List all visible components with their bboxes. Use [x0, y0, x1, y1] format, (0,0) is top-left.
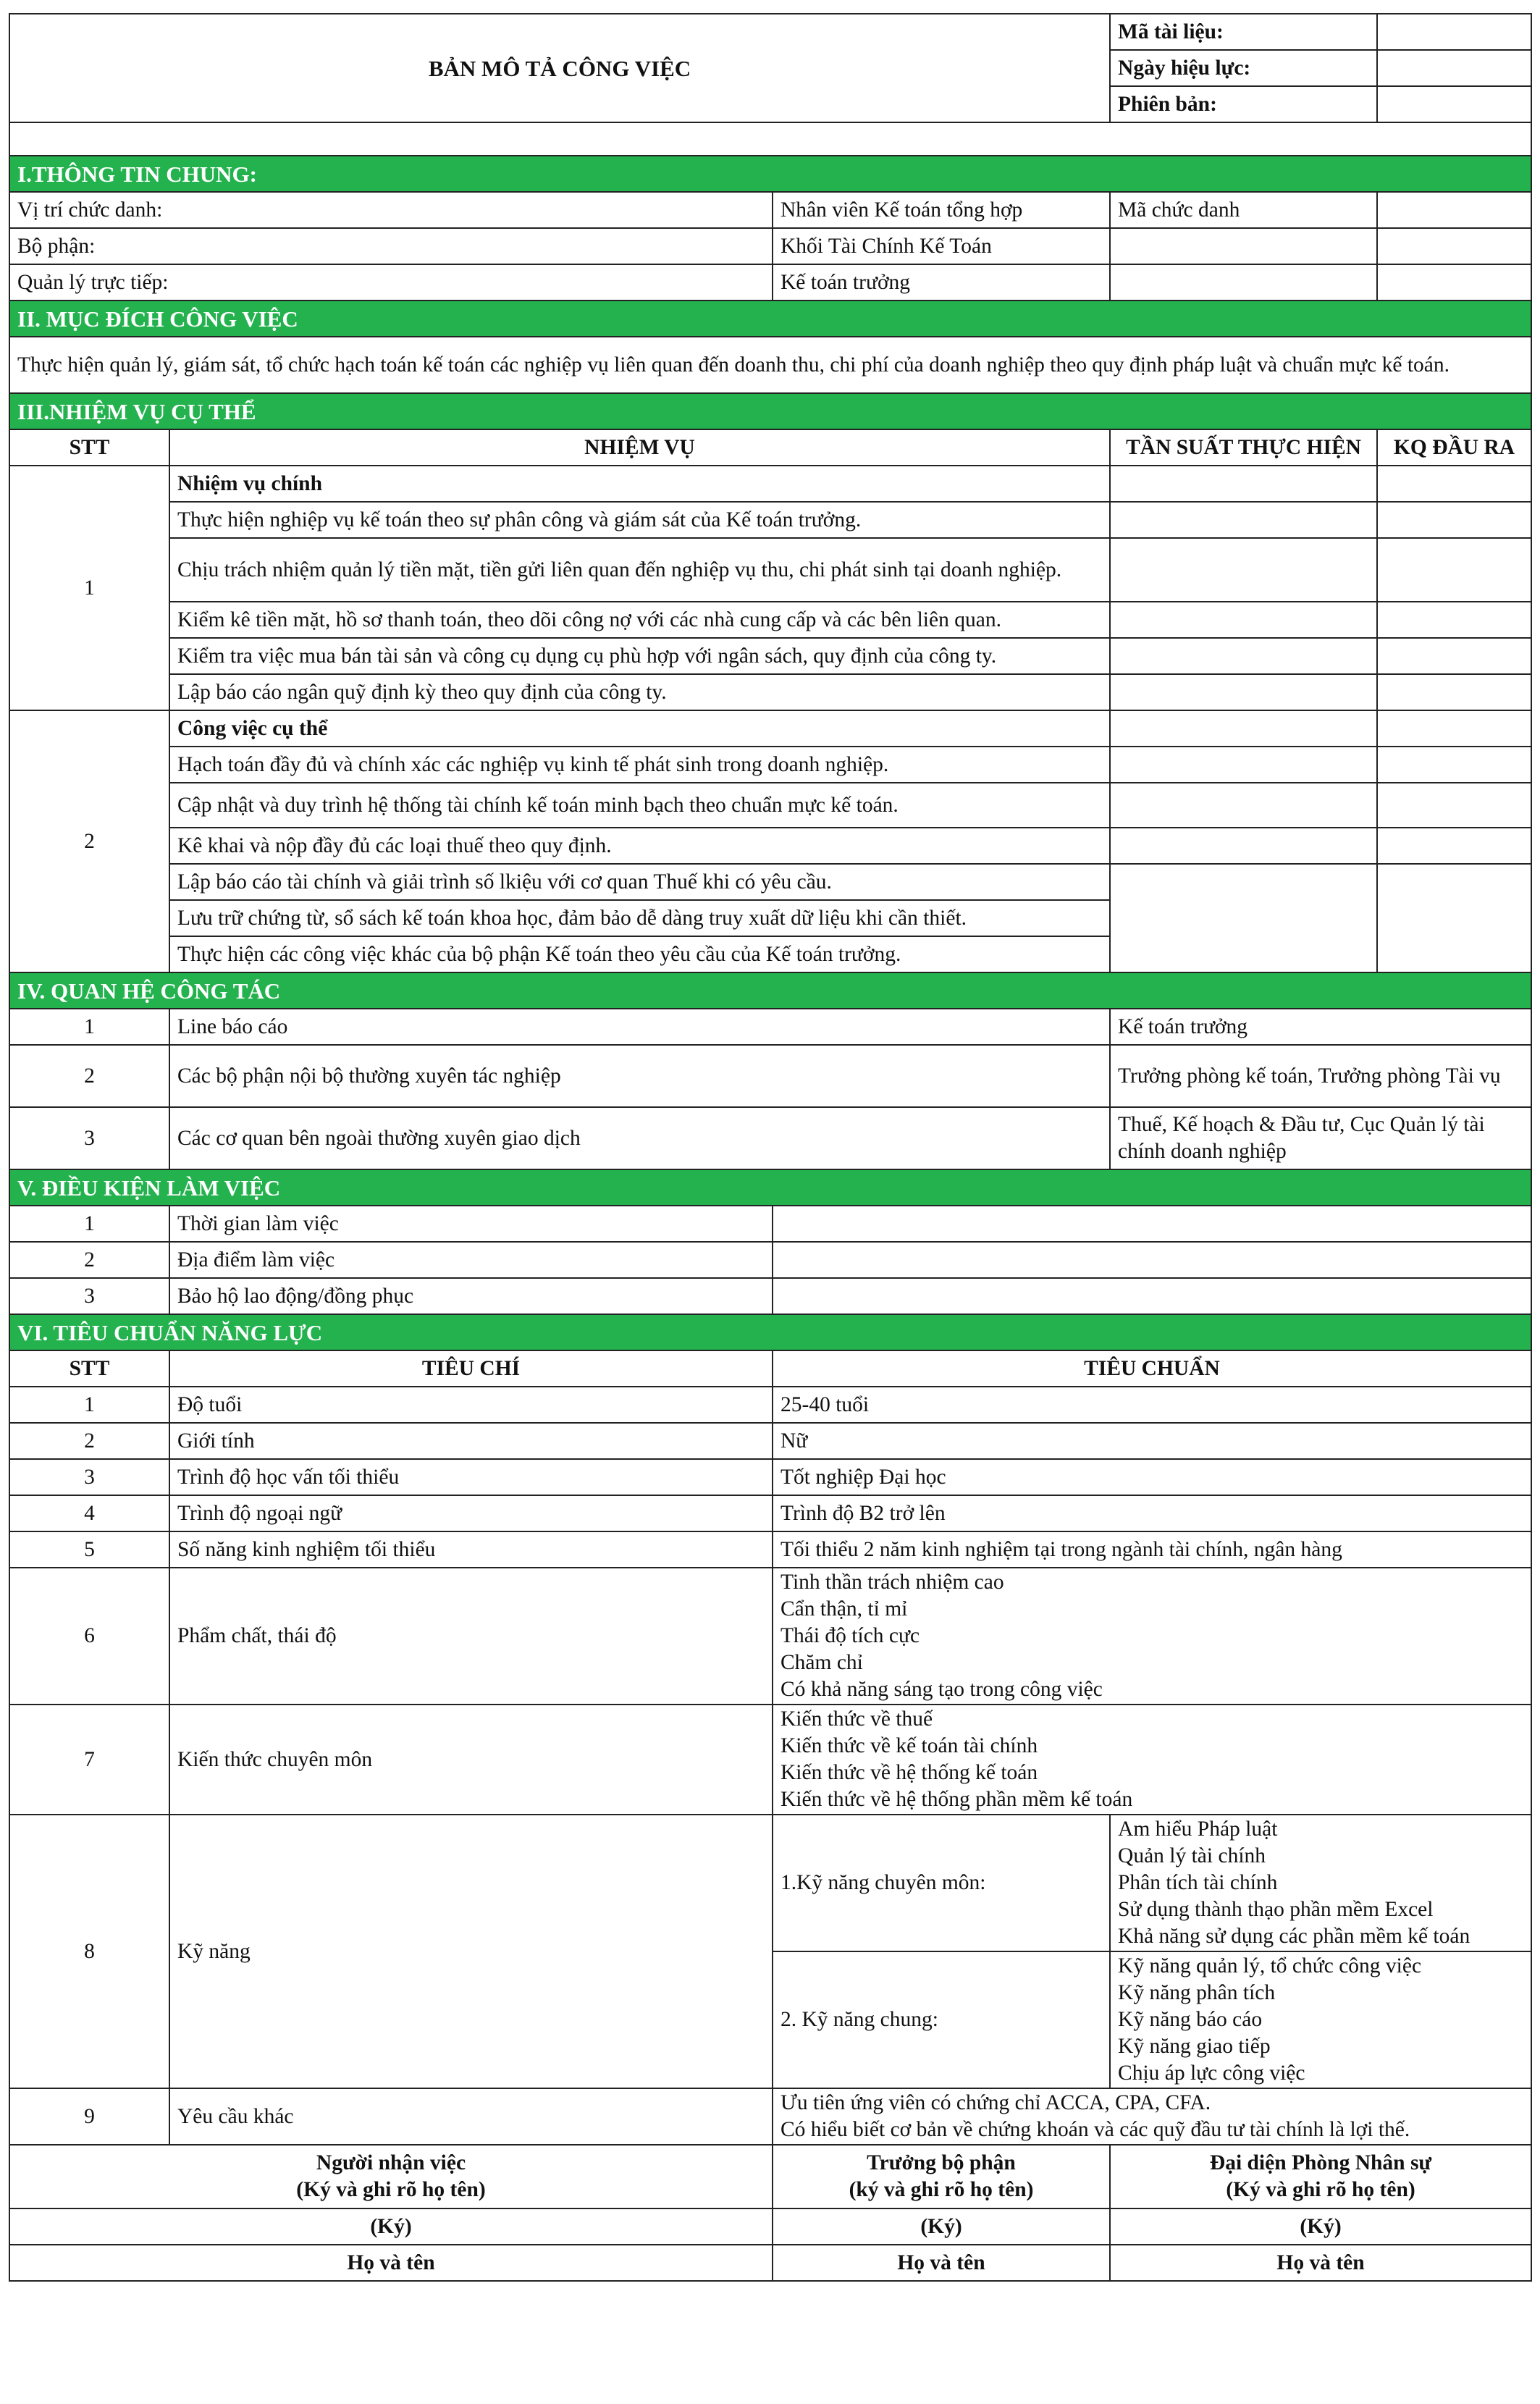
manager-label: Quản lý trực tiếp:: [9, 264, 773, 300]
purpose-text: Thực hiện quản lý, giám sát, tổ chức hạch toán kế toán các nghiệp vụ liên quan đến doanh thu, chi phí của doanh nghiệp theo quy định pháp luật và chuẩn mực kế toán.: [9, 337, 1531, 393]
empty-cell: [1377, 228, 1531, 264]
department-label: Bộ phận:: [9, 228, 773, 264]
output-cell[interactable]: [1377, 538, 1531, 602]
section-conditions-heading: V. ĐIỀU KIỆN LÀM VIỆC: [9, 1169, 1531, 1206]
position-label: Vị trí chức danh:: [9, 192, 773, 228]
duties-col-stt: STT: [9, 429, 169, 466]
signature-name-department-head[interactable]: Họ và tên: [773, 2245, 1110, 2281]
relation-party: Trưởng phòng kế toán, Trưởng phòng Tài vụ: [1110, 1045, 1531, 1107]
relation-type: Các bộ phận nội bộ thường xuyên tác nghiệp: [169, 1045, 1110, 1107]
frequency-cell[interactable]: [1110, 466, 1377, 502]
competency-standard: Ưu tiên ứng viên có chứng chỉ ACCA, CPA, CFA. Có hiểu biết cơ bản về chứng khoán và các quỹ đầu tư tài chính là lợi thế.: [773, 2088, 1531, 2145]
empty-cell: [1377, 264, 1531, 300]
section-general-heading: I.THÔNG TIN CHUNG:: [9, 156, 1531, 192]
spacer-row: [9, 122, 1531, 156]
output-cell[interactable]: [1377, 710, 1531, 747]
condition-value[interactable]: [773, 1278, 1531, 1314]
relation-type: Các cơ quan bên ngoài thường xuyên giao dịch: [169, 1107, 1110, 1169]
duty-item: Kê khai và nộp đầy đủ các loại thuế theo quy định.: [169, 828, 1110, 864]
duty-item: Thực hiện các công việc khác của bộ phận Kế toán theo yêu cầu của Kế toán trưởng.: [169, 936, 1110, 972]
condition-value[interactable]: [773, 1206, 1531, 1242]
competency-col-criteria: TIÊU CHÍ: [169, 1350, 773, 1387]
professional-skills-list: Am hiểu Pháp luật Quản lý tài chính Phân tích tài chính Sử dụng thành thạo phần mềm Excel Khả năng sử dụng các phần mềm kế toán: [1110, 1815, 1531, 1951]
signature-name-hr[interactable]: Họ và tên: [1110, 2245, 1531, 2281]
relation-party: Thuế, Kế hoạch & Đầu tư, Cục Quản lý tài chính doanh nghiệp: [1110, 1107, 1531, 1169]
output-cell[interactable]: [1377, 674, 1531, 710]
signature-header-department-head: [773, 2145, 1110, 2208]
competency-standard: Tinh thần trách nhiệm cao Cẩn thận, tỉ mỉ Thái độ tích cực Chăm chỉ Có khả năng sáng tạo trong công việc: [773, 1568, 1531, 1705]
duties-col-frequency: TẦN SUẤT THỰC HIỆN: [1110, 429, 1377, 466]
section-relations-heading: IV. QUAN HỆ CÔNG TÁC: [9, 972, 1531, 1009]
department-value: Khối Tài Chính Kế Toán: [773, 228, 1110, 264]
competency-criteria: Kỹ năng: [169, 1815, 773, 2088]
duties-col-output: KQ ĐẦU RA: [1377, 429, 1531, 466]
job-description-table: [9, 13, 1532, 2282]
competency-stt: 7: [9, 1705, 169, 1815]
frequency-cell[interactable]: [1110, 602, 1377, 638]
duty-item: Kiểm tra việc mua bán tài sản và công cụ dụng cụ phù hợp với ngân sách, quy định của công ty.: [169, 638, 1110, 674]
output-cell[interactable]: [1377, 638, 1531, 674]
general-skills-list: Kỹ năng quản lý, tổ chức công việc Kỹ năng phân tích Kỹ năng báo cáo Kỹ năng giao tiếp Chịu áp lực công việc: [1110, 1951, 1531, 2088]
signature-sign-hr[interactable]: (Ký): [1110, 2208, 1531, 2245]
competency-stt: 8: [9, 1815, 169, 2088]
duty-item: Cập nhật và duy trình hệ thống tài chính kế toán minh bạch theo chuẩn mực kế toán.: [169, 783, 1110, 828]
signature-header-hr: [1110, 2145, 1531, 2208]
competency-standard: Tốt nghiệp Đại học: [773, 1459, 1531, 1495]
document-title: BẢN MÔ TẢ CÔNG VIỆC: [9, 14, 1110, 122]
duty-group-title: Công việc cụ thể: [169, 710, 1110, 747]
professional-skills-label: 1.Kỹ năng chuyên môn:: [773, 1815, 1110, 1951]
duty-group-title: Nhiệm vụ chính: [169, 466, 1110, 502]
competency-stt: 2: [9, 1423, 169, 1459]
relation-stt: 3: [9, 1107, 169, 1169]
output-cell[interactable]: [1377, 783, 1531, 828]
duty-item: Chịu trách nhiệm quản lý tiền mặt, tiền gửi liên quan đến nghiệp vụ thu, chi phát sinh tại doanh nghiệp.: [169, 538, 1110, 602]
competency-criteria: Phẩm chất, thái độ: [169, 1568, 773, 1705]
effective-date-label: Ngày hiệu lực:: [1110, 50, 1377, 86]
effective-date-value[interactable]: [1377, 50, 1531, 86]
competency-stt: 5: [9, 1531, 169, 1568]
output-cell[interactable]: [1377, 502, 1531, 538]
duty-item: Lập báo cáo ngân quỹ định kỳ theo quy định của công ty.: [169, 674, 1110, 710]
competency-stt: 4: [9, 1495, 169, 1531]
relation-type: Line báo cáo: [169, 1009, 1110, 1045]
competency-criteria: Trình độ ngoại ngữ: [169, 1495, 773, 1531]
empty-cell: [1110, 264, 1377, 300]
competency-col-standard: TIÊU CHUẨN: [773, 1350, 1531, 1387]
condition-stt: 3: [9, 1278, 169, 1314]
competency-criteria: Độ tuổi: [169, 1387, 773, 1423]
version-value[interactable]: [1377, 86, 1531, 122]
section-duties-heading: III.NHIỆM VỤ CỤ THỂ: [9, 393, 1531, 429]
version-label: Phiên bản:: [1110, 86, 1377, 122]
competency-criteria: Giới tính: [169, 1423, 773, 1459]
signature-role: Người nhận việc: [316, 2151, 466, 2174]
signature-sign-employee[interactable]: (Ký): [9, 2208, 773, 2245]
duties-col-task: NHIỆM VỤ: [169, 429, 1110, 466]
competency-criteria: Kiến thức chuyên môn: [169, 1705, 773, 1815]
relation-party: Kế toán trưởng: [1110, 1009, 1531, 1045]
signature-role: Trưởng bộ phận: [867, 2151, 1016, 2174]
frequency-cell[interactable]: [1110, 502, 1377, 538]
duty-item: Lưu trữ chứng từ, sổ sách kế toán khoa học, đảm bảo dễ dàng truy xuất dữ liệu khi cần thiết.: [169, 900, 1110, 936]
duty-item: Hạch toán đầy đủ và chính xác các nghiệp vụ kinh tế phát sinh trong doanh nghiệp.: [169, 747, 1110, 783]
frequency-cell[interactable]: [1110, 538, 1377, 602]
relation-stt: 2: [9, 1045, 169, 1107]
competency-col-stt: STT: [9, 1350, 169, 1387]
condition-stt: 2: [9, 1242, 169, 1278]
condition-stt: 1: [9, 1206, 169, 1242]
duty-item: Kiểm kê tiền mặt, hồ sơ thanh toán, theo dõi công nợ với các nhà cung cấp và các bên liên quan.: [169, 602, 1110, 638]
frequency-cell[interactable]: [1110, 828, 1377, 864]
competency-criteria: Số năng kinh nghiệm tối thiểu: [169, 1531, 773, 1568]
competency-stt: 6: [9, 1568, 169, 1705]
frequency-cell[interactable]: [1110, 747, 1377, 783]
competency-standard: Trình độ B2 trở lên: [773, 1495, 1531, 1531]
competency-stt: 1: [9, 1387, 169, 1423]
output-cell[interactable]: [1377, 864, 1531, 972]
empty-cell: [1110, 228, 1377, 264]
manager-value: Kế toán trưởng: [773, 264, 1110, 300]
signature-role: Đại diện Phòng Nhân sự: [1209, 2151, 1432, 2174]
frequency-cell[interactable]: [1110, 864, 1377, 972]
duty-group-stt: 2: [9, 710, 169, 972]
frequency-cell[interactable]: [1110, 783, 1377, 828]
duty-item: Lập báo cáo tài chính và giải trình số lkiệu với cơ quan Thuế khi có yêu cầu.: [169, 864, 1110, 900]
condition-label: Địa điểm làm việc: [169, 1242, 773, 1278]
section-purpose-heading: II. MỤC ĐÍCH CÔNG VIỆC: [9, 300, 1531, 337]
competency-stt: 9: [9, 2088, 169, 2145]
signature-name-employee[interactable]: Họ và tên: [9, 2245, 773, 2281]
frequency-cell[interactable]: [1110, 638, 1377, 674]
competency-standard: 25-40 tuổi: [773, 1387, 1531, 1423]
section-competency-heading: VI. TIÊU CHUẨN NĂNG LỰC: [9, 1314, 1531, 1350]
signature-instruction: (Ký và ghi rõ họ tên): [296, 2178, 486, 2201]
signature-instruction: (Ký và ghi rõ họ tên): [1226, 2178, 1415, 2201]
competency-stt: 3: [9, 1459, 169, 1495]
output-cell[interactable]: [1377, 828, 1531, 864]
signature-sign-department-head[interactable]: (Ký): [773, 2208, 1110, 2245]
frequency-cell[interactable]: [1110, 710, 1377, 747]
position-code-label: Mã chức danh: [1110, 192, 1377, 228]
competency-standard: Nữ: [773, 1423, 1531, 1459]
general-skills-label: 2. Kỹ năng chung:: [773, 1951, 1110, 2088]
condition-label: Bảo hộ lao động/đồng phục: [169, 1278, 773, 1314]
signature-instruction: (ký và ghi rõ họ tên): [849, 2178, 1034, 2201]
relation-stt: 1: [9, 1009, 169, 1045]
output-cell[interactable]: [1377, 602, 1531, 638]
condition-value[interactable]: [773, 1242, 1531, 1278]
competency-standard: Tối thiểu 2 năm kinh nghiệm tại trong ngành tài chính, ngân hàng: [773, 1531, 1531, 1568]
competency-standard: Kiến thức về thuế Kiến thức về kế toán tài chính Kiến thức về hệ thống kế toán Kiến thức về hệ thống phần mềm kế toán: [773, 1705, 1531, 1815]
position-value: Nhân viên Kế toán tổng hợp: [773, 192, 1110, 228]
condition-label: Thời gian làm việc: [169, 1206, 773, 1242]
doc-code-value[interactable]: [1377, 14, 1531, 50]
signature-header-employee: [9, 2145, 773, 2208]
frequency-cell[interactable]: [1110, 674, 1377, 710]
competency-criteria: Yêu cầu khác: [169, 2088, 773, 2145]
duty-group-stt: 1: [9, 466, 169, 710]
output-cell[interactable]: [1377, 466, 1531, 502]
duty-item: Thực hiện nghiệp vụ kế toán theo sự phân công và giám sát của Kế toán trưởng.: [169, 502, 1110, 538]
output-cell[interactable]: [1377, 747, 1531, 783]
position-code-value[interactable]: [1377, 192, 1531, 228]
doc-code-label: Mã tài liệu:: [1110, 14, 1377, 50]
competency-criteria: Trình độ học vấn tối thiểu: [169, 1459, 773, 1495]
